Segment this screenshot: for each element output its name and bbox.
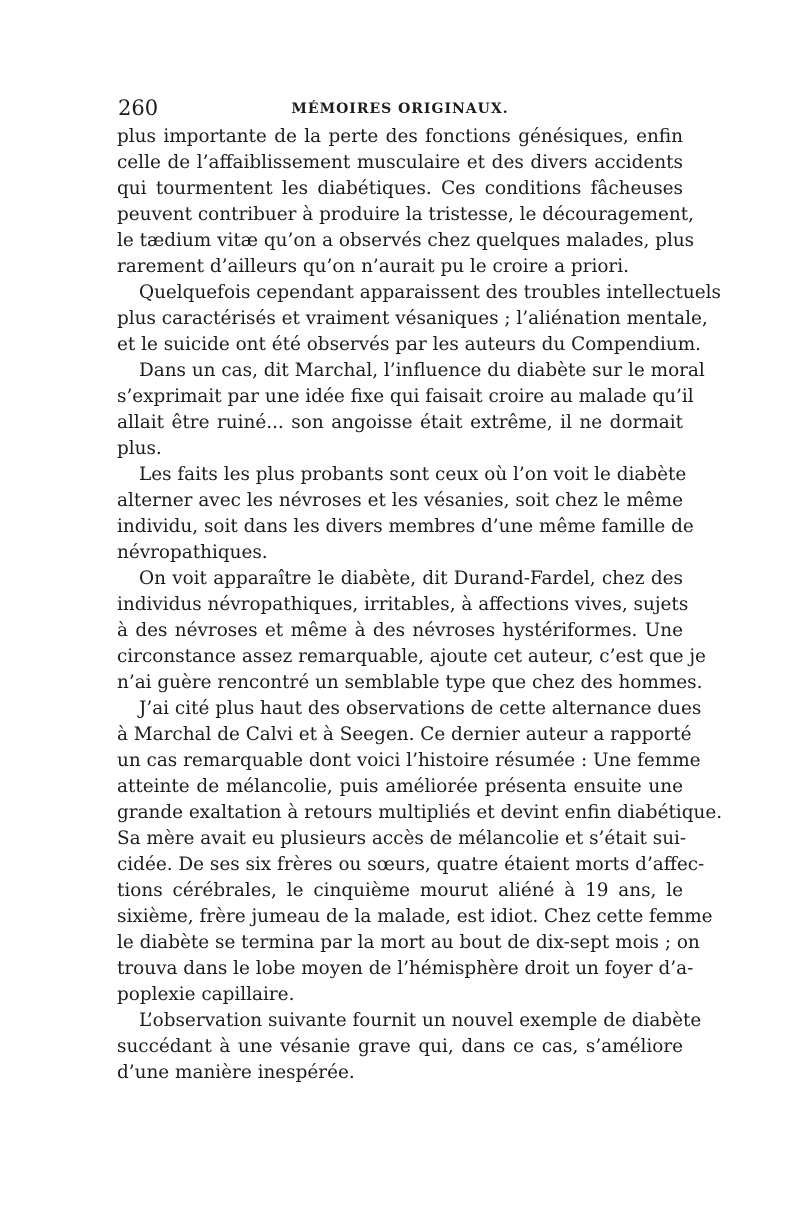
text-line: grande exaltation à retours multipliés et devint enfin diabétique. bbox=[117, 802, 723, 823]
text-line: On voit apparaître le diabète, dit Durand-Fardel, chez des bbox=[139, 568, 683, 589]
paragraph bbox=[117, 124, 695, 280]
text-line: Les faits les plus probants sont ceux où l’on voit le diabète bbox=[139, 464, 687, 485]
text-line: celle de l’affaiblissement musculaire et des divers accidents bbox=[117, 152, 683, 173]
text-line: individus névropathiques, irritables, à affections vives, sujets bbox=[117, 594, 689, 615]
text-line: alterner avec les névroses et les vésanies, soit chez le même bbox=[117, 490, 683, 511]
text-line: atteinte de mélancolie, puis améliorée présenta ensuite une bbox=[117, 776, 683, 797]
paragraph bbox=[117, 696, 723, 1008]
text-line: trouva dans le lobe moyen de l’hémisphère droit un foyer d’a- bbox=[117, 958, 694, 979]
text-line: individu, soit dans les divers membres d’une même famille de bbox=[117, 516, 694, 537]
text-line: un cas remarquable dont voici l’histoire résumée : Une femme bbox=[117, 750, 701, 771]
text-line: s’exprimait par une idée fixe qui faisait croire au malade qu’il bbox=[117, 386, 694, 407]
paragraph bbox=[117, 1008, 702, 1086]
text-line: n’ai guère rencontré un semblable type que chez des hommes. bbox=[117, 672, 703, 693]
paragraph bbox=[117, 358, 705, 462]
text-line: cidée. De ses six frères ou sœurs, quatre étaient morts d’affec- bbox=[117, 854, 705, 875]
text-line: plus caractérisés et vraiment vésaniques ; l’aliénation mentale, bbox=[117, 308, 708, 329]
page-number: 260 bbox=[118, 96, 159, 120]
text-line: d’une manière inespérée. bbox=[117, 1062, 355, 1083]
text-line: qui tourmentent les diabétiques. Ces conditions fâcheuses bbox=[117, 178, 683, 199]
paragraph bbox=[117, 462, 694, 566]
text-line: à des névroses et même à des névroses hystériformes. Une bbox=[117, 620, 683, 641]
page-header bbox=[118, 96, 682, 126]
running-head: MÉMOIRES ORIGINAUX. bbox=[291, 101, 509, 117]
text-line: succédant à une vésanie grave qui, dans ce cas, s’améliore bbox=[117, 1036, 683, 1057]
text-line: le diabète se termina par la mort au bout de dix-sept mois ; on bbox=[117, 932, 700, 953]
text-line: et le suicide ont été observés par les auteurs du Compendium. bbox=[117, 334, 702, 355]
text-line: allait être ruiné... son angoisse était extrême, il ne dormait bbox=[117, 412, 683, 433]
text-line: à Marchal de Calvi et à Seegen. Ce dernier auteur a rapporté bbox=[117, 724, 692, 745]
text-line: sixième, frère jumeau de la malade, est idiot. Chez cette femme bbox=[117, 906, 713, 927]
text-line: névropathiques. bbox=[117, 542, 268, 563]
text-line: J’ai cité plus haut des observations de cette alternance dues bbox=[139, 698, 702, 719]
text-line: rarement d’ailleurs qu’on n’aurait pu le croire a priori. bbox=[117, 256, 629, 277]
text-line: L’observation suivante fournit un nouvel exemple de diabète bbox=[139, 1010, 702, 1031]
text-line: Quelquefois cependant apparaissent des troubles intellectuels bbox=[139, 282, 721, 303]
text-line: peuvent contribuer à produire la tristesse, le découragement, bbox=[117, 204, 694, 225]
text-line: circonstance assez remarquable, ajoute cet auteur, c’est que je bbox=[117, 646, 706, 667]
text-line: le tædium vitæ qu’on a observés chez quelques malades, plus bbox=[117, 230, 695, 251]
text-line: Sa mère avait eu plusieurs accès de mélancolie et s’était sui- bbox=[117, 828, 687, 849]
text-line: tions cérébrales, le cinquième mourut aliéné à 19 ans, le bbox=[117, 880, 683, 901]
paragraph bbox=[117, 566, 706, 696]
text-line: Dans un cas, dit Marchal, l’influence du diabète sur le moral bbox=[139, 360, 705, 381]
text-line: plus. bbox=[117, 438, 162, 459]
text-line: plus importante de la perte des fonctions génésiques, enfin bbox=[117, 126, 683, 147]
text-line: poplexie capillaire. bbox=[117, 984, 295, 1005]
body-text bbox=[117, 124, 723, 1086]
paragraph bbox=[117, 280, 721, 358]
